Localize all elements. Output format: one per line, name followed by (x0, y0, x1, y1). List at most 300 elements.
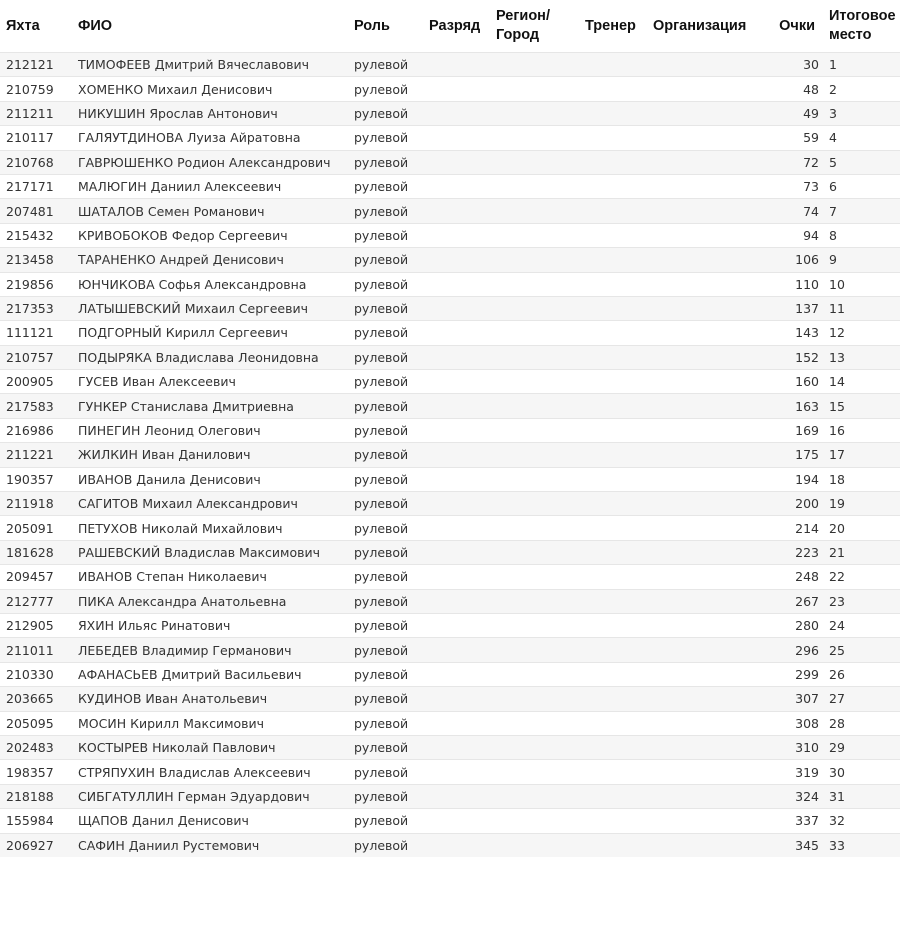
table-row (0, 418, 900, 442)
cell-coach (579, 53, 647, 77)
cell-organization (647, 394, 758, 418)
cell-region (490, 784, 579, 808)
cell-name: ПОДГОРНЫЙ Кирилл Сергеевич (72, 321, 348, 345)
cell-region (490, 662, 579, 686)
cell-final-place: 27 (823, 687, 900, 711)
cell-organization (647, 418, 758, 442)
cell-name: ПЕТУХОВ Николай Михайлович (72, 516, 348, 540)
cell-points: 49 (758, 101, 823, 125)
cell-yacht: 210117 (0, 126, 72, 150)
cell-region (490, 516, 579, 540)
cell-yacht: 205095 (0, 711, 72, 735)
cell-final-place: 1 (823, 53, 900, 77)
cell-role: рулевой (348, 126, 423, 150)
cell-role: рулевой (348, 760, 423, 784)
cell-organization (647, 296, 758, 320)
cell-final-place: 10 (823, 272, 900, 296)
cell-role: рулевой (348, 345, 423, 369)
cell-coach (579, 418, 647, 442)
cell-region (490, 53, 579, 77)
table-row (0, 150, 900, 174)
cell-final-place: 16 (823, 418, 900, 442)
cell-final-place: 30 (823, 760, 900, 784)
table-row (0, 394, 900, 418)
cell-role: рулевой (348, 321, 423, 345)
column-header-name[interactable]: ФИО (78, 17, 113, 34)
cell-points: 308 (758, 711, 823, 735)
cell-role: рулевой (348, 589, 423, 613)
cell-organization (647, 735, 758, 759)
cell-final-place: 19 (823, 492, 900, 516)
cell-points: 324 (758, 784, 823, 808)
cell-organization (647, 784, 758, 808)
cell-final-place: 29 (823, 735, 900, 759)
cell-coach (579, 126, 647, 150)
results-table-body (0, 53, 900, 857)
cell-final-place: 31 (823, 784, 900, 808)
cell-role: рулевой (348, 516, 423, 540)
cell-name: КУДИНОВ Иван Анатольевич (72, 687, 348, 711)
table-row (0, 370, 900, 394)
cell-region (490, 540, 579, 564)
cell-coach (579, 223, 647, 247)
cell-role: рулевой (348, 248, 423, 272)
cell-yacht: 215432 (0, 223, 72, 247)
table-row (0, 77, 900, 101)
cell-points: 143 (758, 321, 823, 345)
column-header-region[interactable]: Регион/ Город (496, 8, 550, 43)
cell-organization (647, 272, 758, 296)
cell-coach (579, 492, 647, 516)
cell-region (490, 687, 579, 711)
cell-name: ГУСЕВ Иван Алексеевич (72, 370, 348, 394)
cell-region (490, 174, 579, 198)
column-header-role[interactable]: Роль (354, 17, 390, 34)
column-header-coach[interactable]: Тренер (585, 17, 636, 34)
cell-organization (647, 516, 758, 540)
table-row (0, 516, 900, 540)
cell-coach (579, 345, 647, 369)
cell-final-place: 3 (823, 101, 900, 125)
cell-coach (579, 784, 647, 808)
cell-coach (579, 150, 647, 174)
cell-coach (579, 174, 647, 198)
column-header-rank[interactable]: Разряд (429, 17, 481, 34)
cell-final-place: 20 (823, 516, 900, 540)
cell-name: САГИТОВ Михаил Александрович (72, 492, 348, 516)
table-row (0, 711, 900, 735)
cell-points: 72 (758, 150, 823, 174)
cell-coach (579, 77, 647, 101)
table-row (0, 272, 900, 296)
cell-role: рулевой (348, 809, 423, 833)
cell-rank (423, 174, 490, 198)
table-row (0, 321, 900, 345)
cell-final-place: 33 (823, 833, 900, 857)
cell-yacht: 211211 (0, 101, 72, 125)
cell-points: 345 (758, 833, 823, 857)
cell-role: рулевой (348, 394, 423, 418)
column-header-organization[interactable]: Организация (653, 17, 747, 34)
cell-final-place: 28 (823, 711, 900, 735)
cell-role: рулевой (348, 833, 423, 857)
cell-yacht: 217353 (0, 296, 72, 320)
cell-points: 280 (758, 613, 823, 637)
table-row (0, 687, 900, 711)
cell-organization (647, 492, 758, 516)
cell-name: ПИКА Александра Анатольевна (72, 589, 348, 613)
cell-yacht: 202483 (0, 735, 72, 759)
table-row (0, 467, 900, 491)
cell-coach (579, 735, 647, 759)
cell-name: САФИН Даниил Рустемович (72, 833, 348, 857)
table-row (0, 199, 900, 223)
cell-role: рулевой (348, 638, 423, 662)
cell-name: МОСИН Кирилл Максимович (72, 711, 348, 735)
cell-points: 106 (758, 248, 823, 272)
cell-yacht: 218188 (0, 784, 72, 808)
cell-rank (423, 613, 490, 637)
cell-coach (579, 467, 647, 491)
cell-points: 307 (758, 687, 823, 711)
cell-region (490, 467, 579, 491)
cell-yacht: 190357 (0, 467, 72, 491)
cell-organization (647, 443, 758, 467)
table-row (0, 223, 900, 247)
cell-yacht: 217583 (0, 394, 72, 418)
cell-role: рулевой (348, 101, 423, 125)
table-row (0, 735, 900, 759)
column-header-final-place[interactable]: Итоговое место (829, 8, 896, 43)
cell-organization (647, 174, 758, 198)
cell-final-place: 24 (823, 613, 900, 637)
cell-organization (647, 150, 758, 174)
cell-organization (647, 53, 758, 77)
column-header-yacht[interactable]: Яхта (6, 17, 40, 34)
cell-points: 248 (758, 565, 823, 589)
cell-organization (647, 321, 758, 345)
cell-name: ИВАНОВ Степан Николаевич (72, 565, 348, 589)
cell-rank (423, 418, 490, 442)
cell-organization (647, 540, 758, 564)
cell-role: рулевой (348, 418, 423, 442)
table-row (0, 296, 900, 320)
cell-points: 48 (758, 77, 823, 101)
table-row (0, 540, 900, 564)
cell-name: ГАВРЮШЕНКО Родион Александрович (72, 150, 348, 174)
cell-coach (579, 833, 647, 857)
table-row (0, 662, 900, 686)
cell-yacht: 209457 (0, 565, 72, 589)
cell-coach (579, 638, 647, 662)
cell-coach (579, 101, 647, 125)
cell-rank (423, 296, 490, 320)
cell-rank (423, 687, 490, 711)
cell-name: ЮНЧИКОВА Софья Александровна (72, 272, 348, 296)
cell-yacht: 211221 (0, 443, 72, 467)
cell-points: 94 (758, 223, 823, 247)
cell-yacht: 212777 (0, 589, 72, 613)
cell-role: рулевой (348, 467, 423, 491)
cell-points: 152 (758, 345, 823, 369)
cell-yacht: 210330 (0, 662, 72, 686)
cell-final-place: 8 (823, 223, 900, 247)
cell-final-place: 17 (823, 443, 900, 467)
cell-points: 337 (758, 809, 823, 833)
cell-points: 267 (758, 589, 823, 613)
cell-points: 110 (758, 272, 823, 296)
cell-coach (579, 199, 647, 223)
cell-organization (647, 345, 758, 369)
cell-rank (423, 735, 490, 759)
cell-yacht: 111121 (0, 321, 72, 345)
cell-region (490, 589, 579, 613)
cell-yacht: 206927 (0, 833, 72, 857)
cell-name: ГАЛЯУТДИНОВА Луиза Айратовна (72, 126, 348, 150)
cell-final-place: 11 (823, 296, 900, 320)
cell-role: рулевой (348, 687, 423, 711)
cell-rank (423, 589, 490, 613)
cell-points: 310 (758, 735, 823, 759)
cell-organization (647, 711, 758, 735)
cell-final-place: 22 (823, 565, 900, 589)
cell-region (490, 223, 579, 247)
cell-role: рулевой (348, 174, 423, 198)
cell-yacht: 155984 (0, 809, 72, 833)
cell-coach (579, 296, 647, 320)
cell-name: КРИВОБОКОВ Федор Сергеевич (72, 223, 348, 247)
cell-final-place: 15 (823, 394, 900, 418)
cell-region (490, 492, 579, 516)
cell-region (490, 248, 579, 272)
cell-points: 299 (758, 662, 823, 686)
cell-coach (579, 370, 647, 394)
cell-role: рулевой (348, 370, 423, 394)
cell-yacht: 212905 (0, 613, 72, 637)
cell-region (490, 443, 579, 467)
cell-rank (423, 540, 490, 564)
cell-final-place: 2 (823, 77, 900, 101)
cell-organization (647, 77, 758, 101)
cell-rank (423, 248, 490, 272)
cell-final-place: 14 (823, 370, 900, 394)
table-header-row (0, 0, 900, 53)
cell-points: 296 (758, 638, 823, 662)
cell-organization (647, 760, 758, 784)
cell-yacht: 210759 (0, 77, 72, 101)
cell-rank (423, 565, 490, 589)
cell-coach (579, 809, 647, 833)
cell-rank (423, 126, 490, 150)
cell-coach (579, 589, 647, 613)
cell-rank (423, 223, 490, 247)
column-header-points[interactable]: Очки (779, 17, 815, 34)
cell-rank (423, 370, 490, 394)
table-row (0, 101, 900, 125)
cell-yacht: 217171 (0, 174, 72, 198)
cell-role: рулевой (348, 784, 423, 808)
cell-role: рулевой (348, 199, 423, 223)
cell-name: ИВАНОВ Данила Денисович (72, 467, 348, 491)
table-row (0, 53, 900, 77)
cell-coach (579, 760, 647, 784)
table-row (0, 443, 900, 467)
cell-organization (647, 833, 758, 857)
cell-name: ЖИЛКИН Иван Данилович (72, 443, 348, 467)
cell-name: СТРЯПУХИН Владислав Алексеевич (72, 760, 348, 784)
cell-organization (647, 248, 758, 272)
cell-coach (579, 272, 647, 296)
cell-yacht: 200905 (0, 370, 72, 394)
table-row (0, 248, 900, 272)
cell-final-place: 25 (823, 638, 900, 662)
cell-points: 319 (758, 760, 823, 784)
cell-final-place: 12 (823, 321, 900, 345)
cell-region (490, 101, 579, 125)
cell-coach (579, 662, 647, 686)
cell-name: ТИМОФЕЕВ Дмитрий Вячеславович (72, 53, 348, 77)
cell-coach (579, 248, 647, 272)
cell-region (490, 833, 579, 857)
cell-region (490, 394, 579, 418)
table-row (0, 565, 900, 589)
table-row (0, 492, 900, 516)
cell-role: рулевой (348, 565, 423, 589)
cell-coach (579, 321, 647, 345)
cell-rank (423, 784, 490, 808)
cell-points: 200 (758, 492, 823, 516)
cell-coach (579, 516, 647, 540)
cell-region (490, 345, 579, 369)
cell-yacht: 211918 (0, 492, 72, 516)
cell-region (490, 711, 579, 735)
cell-organization (647, 370, 758, 394)
cell-region (490, 77, 579, 101)
cell-coach (579, 565, 647, 589)
cell-rank (423, 199, 490, 223)
cell-rank (423, 53, 490, 77)
cell-rank (423, 833, 490, 857)
cell-name: ТАРАНЕНКО Андрей Денисович (72, 248, 348, 272)
cell-name: ШАТАЛОВ Семен Романович (72, 199, 348, 223)
cell-organization (647, 467, 758, 491)
cell-final-place: 18 (823, 467, 900, 491)
cell-region (490, 199, 579, 223)
cell-rank (423, 711, 490, 735)
cell-name: ЛЕБЕДЕВ Владимир Германович (72, 638, 348, 662)
cell-yacht: 219856 (0, 272, 72, 296)
cell-name: КОСТЫРЕВ Николай Павлович (72, 735, 348, 759)
cell-role: рулевой (348, 662, 423, 686)
cell-yacht: 216986 (0, 418, 72, 442)
cell-organization (647, 687, 758, 711)
cell-organization (647, 101, 758, 125)
cell-rank (423, 77, 490, 101)
cell-rank (423, 272, 490, 296)
table-row (0, 833, 900, 857)
cell-rank (423, 443, 490, 467)
cell-organization (647, 565, 758, 589)
cell-rank (423, 394, 490, 418)
table-row (0, 174, 900, 198)
cell-role: рулевой (348, 53, 423, 77)
cell-yacht: 207481 (0, 199, 72, 223)
table-row (0, 345, 900, 369)
cell-yacht: 211011 (0, 638, 72, 662)
cell-final-place: 21 (823, 540, 900, 564)
cell-coach (579, 687, 647, 711)
table-row (0, 638, 900, 662)
cell-final-place: 7 (823, 199, 900, 223)
cell-points: 59 (758, 126, 823, 150)
cell-final-place: 13 (823, 345, 900, 369)
cell-coach (579, 613, 647, 637)
cell-organization (647, 662, 758, 686)
cell-rank (423, 345, 490, 369)
cell-coach (579, 540, 647, 564)
cell-name: МАЛЮГИН Даниил Алексеевич (72, 174, 348, 198)
cell-name: ПОДЫРЯКА Владислава Леонидовна (72, 345, 348, 369)
cell-region (490, 809, 579, 833)
table-row (0, 760, 900, 784)
cell-coach (579, 394, 647, 418)
cell-points: 175 (758, 443, 823, 467)
cell-rank (423, 516, 490, 540)
cell-region (490, 613, 579, 637)
cell-region (490, 150, 579, 174)
cell-rank (423, 809, 490, 833)
cell-region (490, 296, 579, 320)
cell-rank (423, 101, 490, 125)
cell-final-place: 26 (823, 662, 900, 686)
cell-yacht: 210757 (0, 345, 72, 369)
cell-organization (647, 638, 758, 662)
cell-role: рулевой (348, 613, 423, 637)
cell-rank (423, 321, 490, 345)
cell-rank (423, 467, 490, 491)
cell-points: 163 (758, 394, 823, 418)
table-row (0, 784, 900, 808)
cell-region (490, 126, 579, 150)
cell-role: рулевой (348, 540, 423, 564)
table-row (0, 809, 900, 833)
cell-name: ХОМЕНКО Михаил Денисович (72, 77, 348, 101)
cell-yacht: 181628 (0, 540, 72, 564)
cell-organization (647, 223, 758, 247)
cell-final-place: 5 (823, 150, 900, 174)
cell-name: ЩАПОВ Данил Денисович (72, 809, 348, 833)
cell-role: рулевой (348, 443, 423, 467)
cell-role: рулевой (348, 223, 423, 247)
cell-final-place: 32 (823, 809, 900, 833)
cell-organization (647, 613, 758, 637)
cell-region (490, 735, 579, 759)
cell-points: 169 (758, 418, 823, 442)
cell-region (490, 760, 579, 784)
table-row (0, 613, 900, 637)
cell-rank (423, 150, 490, 174)
cell-region (490, 565, 579, 589)
cell-yacht: 203665 (0, 687, 72, 711)
cell-organization (647, 199, 758, 223)
cell-yacht: 213458 (0, 248, 72, 272)
cell-organization (647, 126, 758, 150)
cell-points: 137 (758, 296, 823, 320)
cell-final-place: 9 (823, 248, 900, 272)
cell-role: рулевой (348, 272, 423, 296)
cell-rank (423, 662, 490, 686)
cell-name: ЛАТЫШЕВСКИЙ Михаил Сергеевич (72, 296, 348, 320)
